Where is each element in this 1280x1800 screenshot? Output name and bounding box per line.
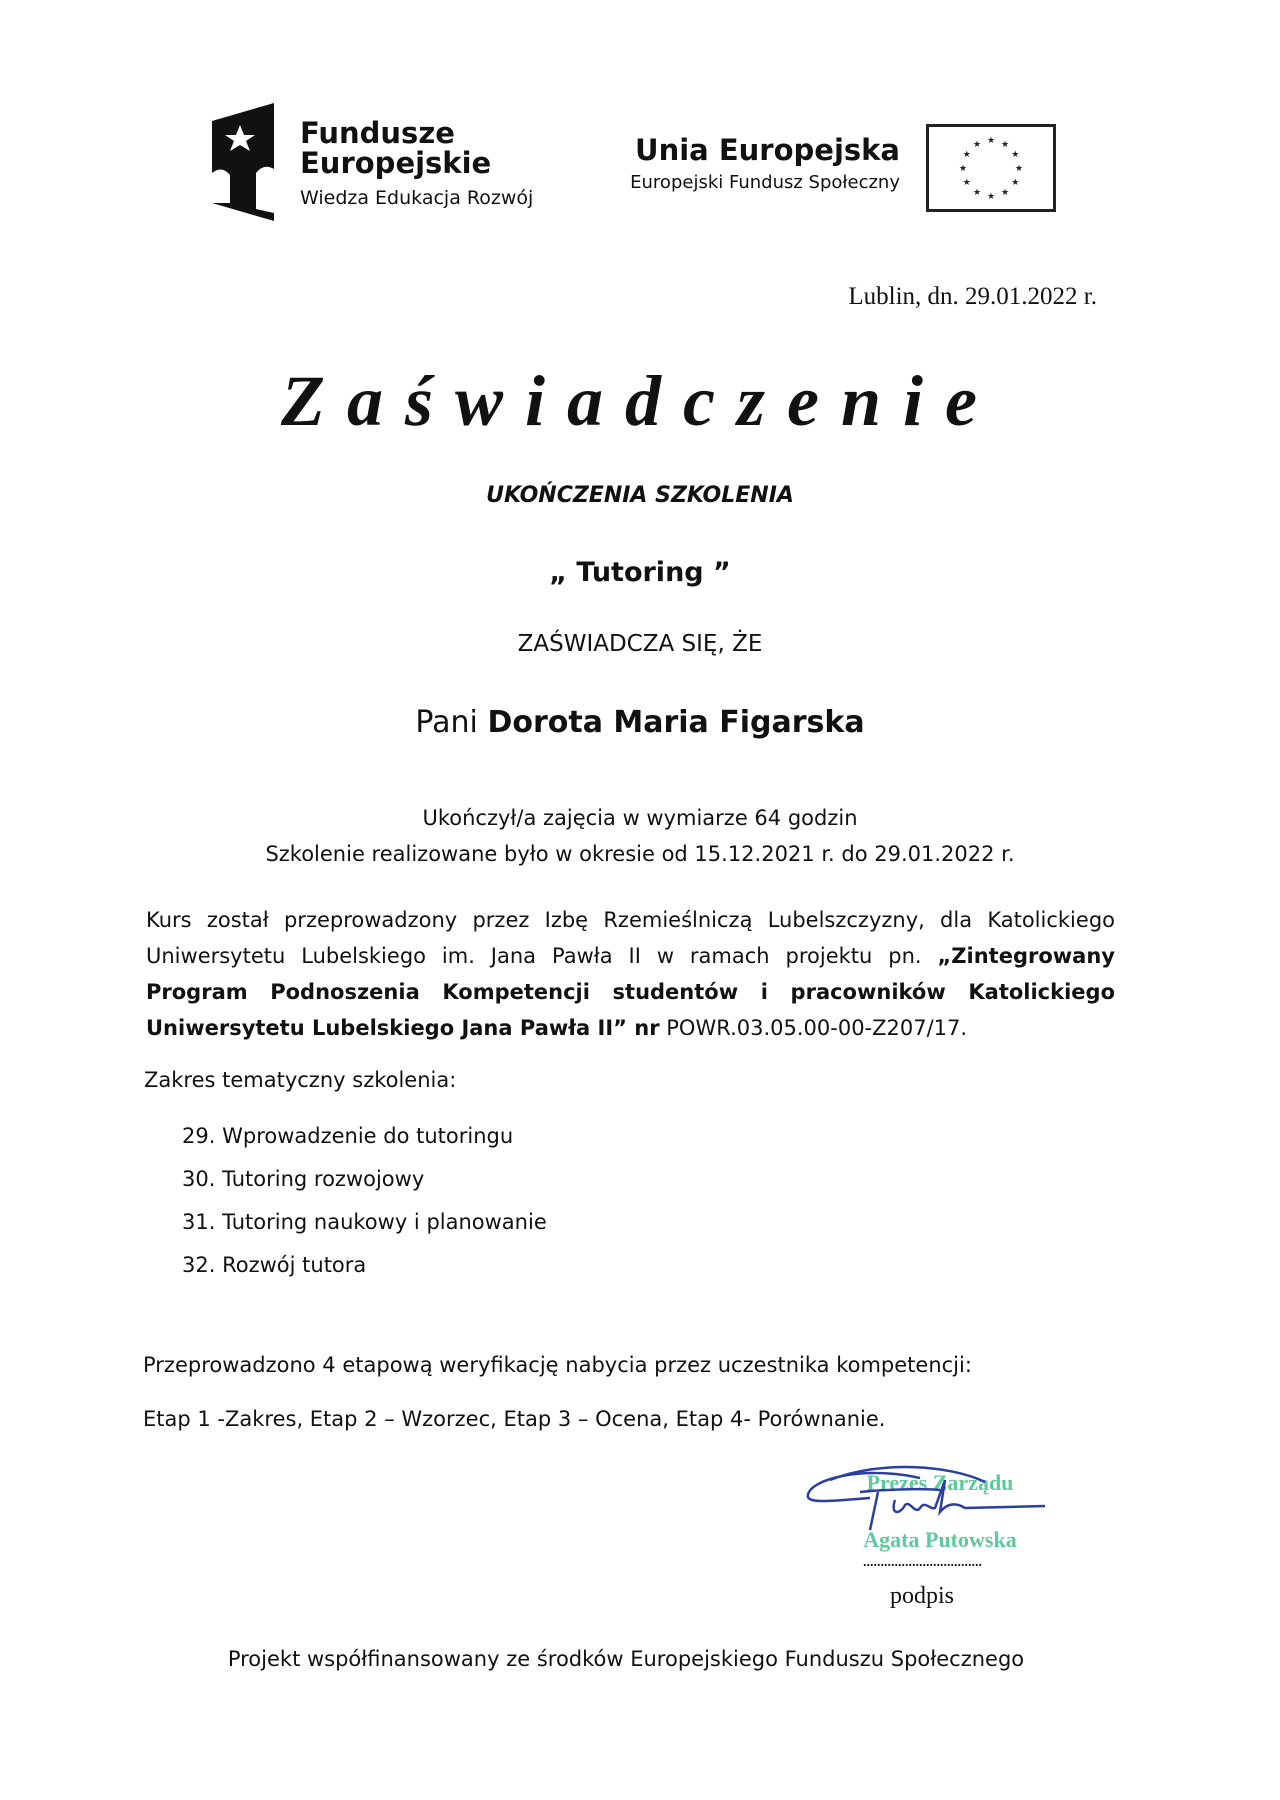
document-subtitle: UKOŃCZENIA SZKOLENIA <box>486 483 794 508</box>
hours-line: Ukończył/a zajęcia w wymiarze 64 godzin <box>422 806 858 830</box>
signature-label: podpis <box>889 1583 954 1609</box>
eu-star-icon: ★ <box>1011 150 1020 160</box>
ue-subtitle: Europejski Fundusz Społeczny <box>630 172 900 193</box>
person-prefix: Pani <box>415 705 478 740</box>
stamp-name: Agata Putowska <box>863 1527 1017 1552</box>
handwritten-signature-icon <box>800 1460 1050 1544</box>
person-name: Dorota Maria Figarska <box>487 705 865 740</box>
eu-star-icon: ★ <box>962 178 971 188</box>
course-description <box>146 902 1115 1046</box>
footer-text: Projekt współfinansowany ze środków Europejskiego Funduszu Społecznego <box>227 1647 1025 1671</box>
eu-star-icon: ★ <box>972 188 982 199</box>
fe-logo-text <box>300 118 491 178</box>
course-name: „ Tutoring ” <box>549 557 731 588</box>
eu-star-icon: ★ <box>958 164 968 174</box>
scope-label: Zakres tematyczny szkolenia: <box>144 1068 457 1092</box>
certifies-text: ZAŚWIADCZA SIĘ, ŻE <box>517 631 763 657</box>
eu-star-icon: ★ <box>1000 188 1010 199</box>
fe-line2: Europejskie <box>300 146 492 180</box>
eu-star-icon: ★ <box>1000 139 1010 150</box>
date-place: Lublin, dn. 29.01.2022 r. <box>848 283 1097 310</box>
signature-line: .................................. <box>862 1550 982 1570</box>
project-number: POWR.03.05.00-00-Z207/17. <box>659 1016 968 1040</box>
eu-star-icon: ★ <box>986 136 996 146</box>
topic-item: 30. Tutoring rozwojowy <box>182 1167 425 1191</box>
period-line: Szkolenie realizowane było w okresie od 15.12.2021 r. do 29.01.2022 r. <box>265 842 1015 866</box>
fundusze-europejskie-logo-icon <box>212 103 274 221</box>
eu-star-icon: ★ <box>986 192 996 202</box>
eu-star-icon: ★ <box>1014 164 1024 174</box>
verification-text: Przeprowadzono 4 etapową weryfikację nabycia przez uczestnika kompetencji: <box>143 1353 972 1377</box>
person-line <box>0 705 1280 740</box>
project-name: „Zintegrowany Program Podnoszenia Kompetencji studentów i pracowników Katolickiego Uniwersytetu Lubelskiego Jana Pawła II” nr <box>146 944 1115 1040</box>
eu-star-icon: ★ <box>972 139 982 150</box>
eu-star-icon: ★ <box>1011 178 1020 188</box>
description-part1: Kurs został przeprowadzony przez Izbę Rzemieślniczą Lubelszczyzny, dla Katolickiego Uniwersytetu Lubelskiego im. Jana Pawła II w ramach projektu pn. <box>146 908 1115 968</box>
ue-title: Unia Europejska <box>635 133 900 167</box>
fe-tagline: Wiedza Edukacja Rozwój <box>300 187 534 209</box>
topic-item: 29. Wprowadzenie do tutoringu <box>182 1124 514 1148</box>
document-title: Zaświadczenie <box>281 361 999 441</box>
eu-star-icon: ★ <box>962 150 971 160</box>
topic-item: 31. Tutoring naukowy i planowanie <box>182 1210 547 1234</box>
topic-item: 32. Rozwój tutora <box>182 1253 367 1277</box>
stamp-title: Prezes Zarządu <box>866 1470 1014 1495</box>
eu-flag-icon <box>926 124 1056 212</box>
fe-line1: Fundusze <box>300 116 455 150</box>
stages-text: Etap 1 -Zakres, Etap 2 – Wzorzec, Etap 3 – Ocena, Etap 4- Porównanie. <box>143 1407 886 1431</box>
